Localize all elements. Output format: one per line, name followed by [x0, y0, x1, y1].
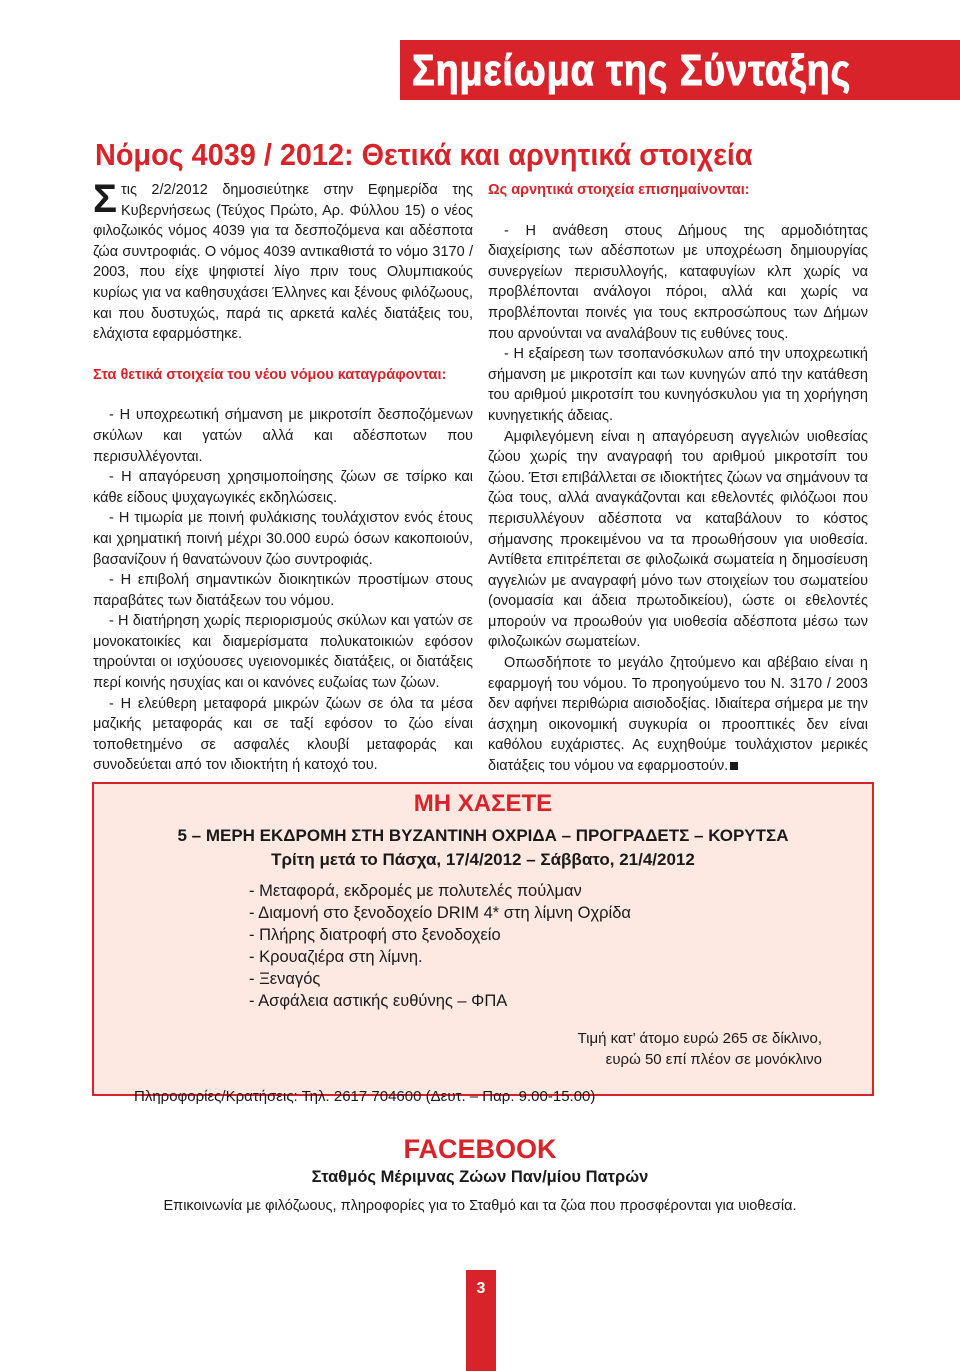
list-item: - Μεταφορά, εκδρομές με πολυτελές πούλμαν: [249, 882, 582, 900]
paragraph: Αμφιλεγόμενη είναι η απαγόρευση αγγελιών υιοθεσίας ζώου χωρίς την αναγραφή του αριθμού μικροτσίπ του ζώου. Έτσι επιβάλλεται σε ιδιοκτήτες ζώων να σημάνουν τα ζώα τους, αλλά αναγκάζονται και εθελοντές φιλόζωοι που περισυλλέγουν αδέσποτα να καταβάλουν το κόστος σήμανσης προκειμένου να τα προωθήσουν για υιοθεσία. Αντίθετα επιτρέπεται σε φιλοζωικά σωματεία η δημοσίευση αγγελιών με αναγραφή μόνο των στοιχείων του σωματείου (ονομασία και άδεια πρωτοδικείου), ώστε οι εθελοντές μπορούν να προωθούν για υιοθεσία αδέσποτα μέσω των φιλοζωικών σωματείων.: [488, 428, 868, 651]
left-column: [93, 177, 473, 776]
price-double: Τιμή κατ’ άτομο ευρώ 265 σε δίκλινο,: [577, 1030, 822, 1047]
list-item: - Διαμονή στο ξενοδοχείο DRIM 4* στη λίμνη Οχρίδα: [249, 904, 631, 922]
negatives-heading: Ως αρνητικά στοιχεία επισημαίνονται:: [488, 182, 750, 198]
intro-paragraph: [93, 177, 473, 345]
positive-item: - Η ελεύθερη μεταφορά μικρών ζώων σε όλα τα μέσα μαζικής μεταφοράς και σε ταξί εφόσον το ζώο είναι τοποθετημένο σε ασφαλές κλουβί μεταφοράς και συνοδεύεται από τον ιδιοκτήτη ή κατοχό του.: [93, 695, 473, 774]
header-banner: [400, 40, 960, 100]
advert-features: [249, 880, 631, 1012]
booking-info: Πληροφορίες/Κρατήσεις: Τηλ. 2617 704600 (Δευτ. – Παρ. 9.00-15.00): [134, 1088, 596, 1105]
facebook-title: FACEBOOK: [403, 1134, 557, 1164]
positives-heading: Στα θετικά στοιχεία του νέου νόμου καταγράφονται:: [93, 366, 447, 383]
negative-item: - Η ανάθεση στους Δήμους της αρμοδιότητας διαχείρισης των αδέσποτων με υποχρέωση δημιουργίας συνεργείων περισυλλογής, καταφυγίων κλπ χωρίς να προβλέπονται ανάλογοι πόροι, αλλά και χωρίς να προβλέπονται ποινές για τους εκπροσώπους των Δήμων που αρνούνται να αναλάβουν τις ευθύνες τους.: [488, 222, 868, 342]
positive-item: - Η επιβολή σημαντικών διοικητικών προστίμων στους παραβάτες των διατάξεων του νόμου.: [93, 572, 473, 609]
page-number: 3: [476, 1280, 486, 1297]
page-number-tab: [466, 1270, 496, 1371]
article-headline: Νόμος 4039 / 2012: Θετικά και αρνητικά στοιχεία: [95, 137, 753, 172]
drop-cap: Σ: [93, 177, 118, 221]
price-single: ευρώ 50 επί πλέον σε μονόκλινο: [605, 1051, 822, 1068]
trip-advert-box: [92, 782, 874, 1096]
positive-item: - Η απαγόρευση χρησιμοποίησης ζώων σε τσίρκο και κάθε είδους ψυχαγωγικές εκδηλώσεις.: [93, 469, 473, 506]
list-item: - Ξεναγός: [249, 970, 321, 988]
end-mark-icon: [730, 762, 738, 770]
facebook-text: Επικοινωνία με φιλόζωους, πληροφορίες για το Σταθμό και τα ζώα που προσφέρονται για υιοθεσία.: [163, 1198, 797, 1214]
positive-item: - Η τιμωρία με ποινή φυλάκισης τουλάχιστον ενός έτους και χρηματική ποινή μέχρι 30.000 ευρώ όσων κακοποιούν, βασανίζουν ή θανατώνουν ζώο συντροφιάς.: [93, 510, 473, 568]
advert-price: [578, 1028, 822, 1070]
positive-item: - Η υποχρεωτική σήμανση με μικροτσίπ δεσποζόμενων σκύλων και γατών αλλά και αδέσποτων που περισυλλέγονται.: [93, 407, 473, 465]
right-column: [488, 180, 868, 777]
intro-text: τις 2/2/2012 δημοσιεύτηκε στην Εφημερίδα της Κυβερνήσεως (Τεύχος Πρώτο, Αρ. Φύλλου 15) ο νέος φιλοζωικός νόμος 4039 για τα δεσποζόμενα και αδέσποτα ζώα συντροφιάς. Ο νόμος 4039 αντικαθιστά το νόμο 3170 / 2003, που είχε ψηφιστεί λίγο πριν τους Ολυμπιακούς κυρίως για να καθησυχάσει Έλληνες και ξένους φιλόζωους, και που δυστυχώς, παρά τις αρκετά καλές διατάξεις του, ελάχιστα εφαρμόστηκε.: [93, 182, 473, 343]
advert-title: ΜΗ ΧΑΣΕΤΕ: [413, 790, 553, 817]
facebook-subtitle: Σταθμός Μέριμνας Ζώων Παν/μίου Πατρών: [311, 1168, 649, 1186]
paragraph: [488, 653, 868, 777]
section-title: Σημείωμα της Σύνταξης: [412, 46, 852, 95]
list-item: - Ασφάλεια αστικής ευθύνης – ΦΠΑ: [249, 992, 508, 1010]
list-item: - Κρουαζιέρα στη λίμνη.: [249, 948, 423, 966]
advert-subtitle: 5 – ΜΕΡΗ ΕΚΔΡΟΜΗ ΣΤΗ ΒΥΖΑΝΤΙΝΗ ΟΧΡΙΔΑ – ΠΡΟΓΡΑΔΕΤΣ – ΚΟΡΥΤΣΑ: [177, 826, 789, 845]
closing-text: Οπωσδήποτε το μεγάλο ζητούμενο και αβέβαιο είναι η εφαρμογή του νόμου. Το προηγούμενο του Ν. 3170 / 2003 δεν αφήνει περιθώρια αισιοδοξίας. Ιδιαίτερα σήμερα με την άσχημη οικονομική συγκυρία οι προοπτικές δεν είναι καθόλου ευχάριστες. Ας ευχηθούμε τουλάχιστον μερικές διατάξεις του νόμου να εφαρμοστούν.: [488, 655, 868, 775]
negative-item: - Η εξαίρεση των τσοπανόσκυλων από την υποχρεωτική σήμανση με μικροτσίπ και των κυνηγών από την κατάθεση του αριθμού μικροτσίπ του κυνηγόσκυλου για τη χορήγηση κυνηγετικής άδειας.: [488, 346, 868, 424]
list-item: - Πλήρης διατροφή στο ξενοδοχείο: [249, 926, 501, 944]
advert-dates: Τρίτη μετά το Πάσχα, 17/4/2012 – Σάββατο, 21/4/2012: [271, 850, 695, 869]
positive-item: - Η διατήρηση χωρίς περιορισμούς σκύλων και γατών σε μονοκατοικίες και διαμερίσματα πολυκατοικιών εφόσον τηρούνται οι ισχύουσες υγειονομικές διατάξεις, οι διατάξεις περί κοινής ησυχίας και οι κανόνες ευζωίας των ζώων.: [93, 613, 473, 692]
